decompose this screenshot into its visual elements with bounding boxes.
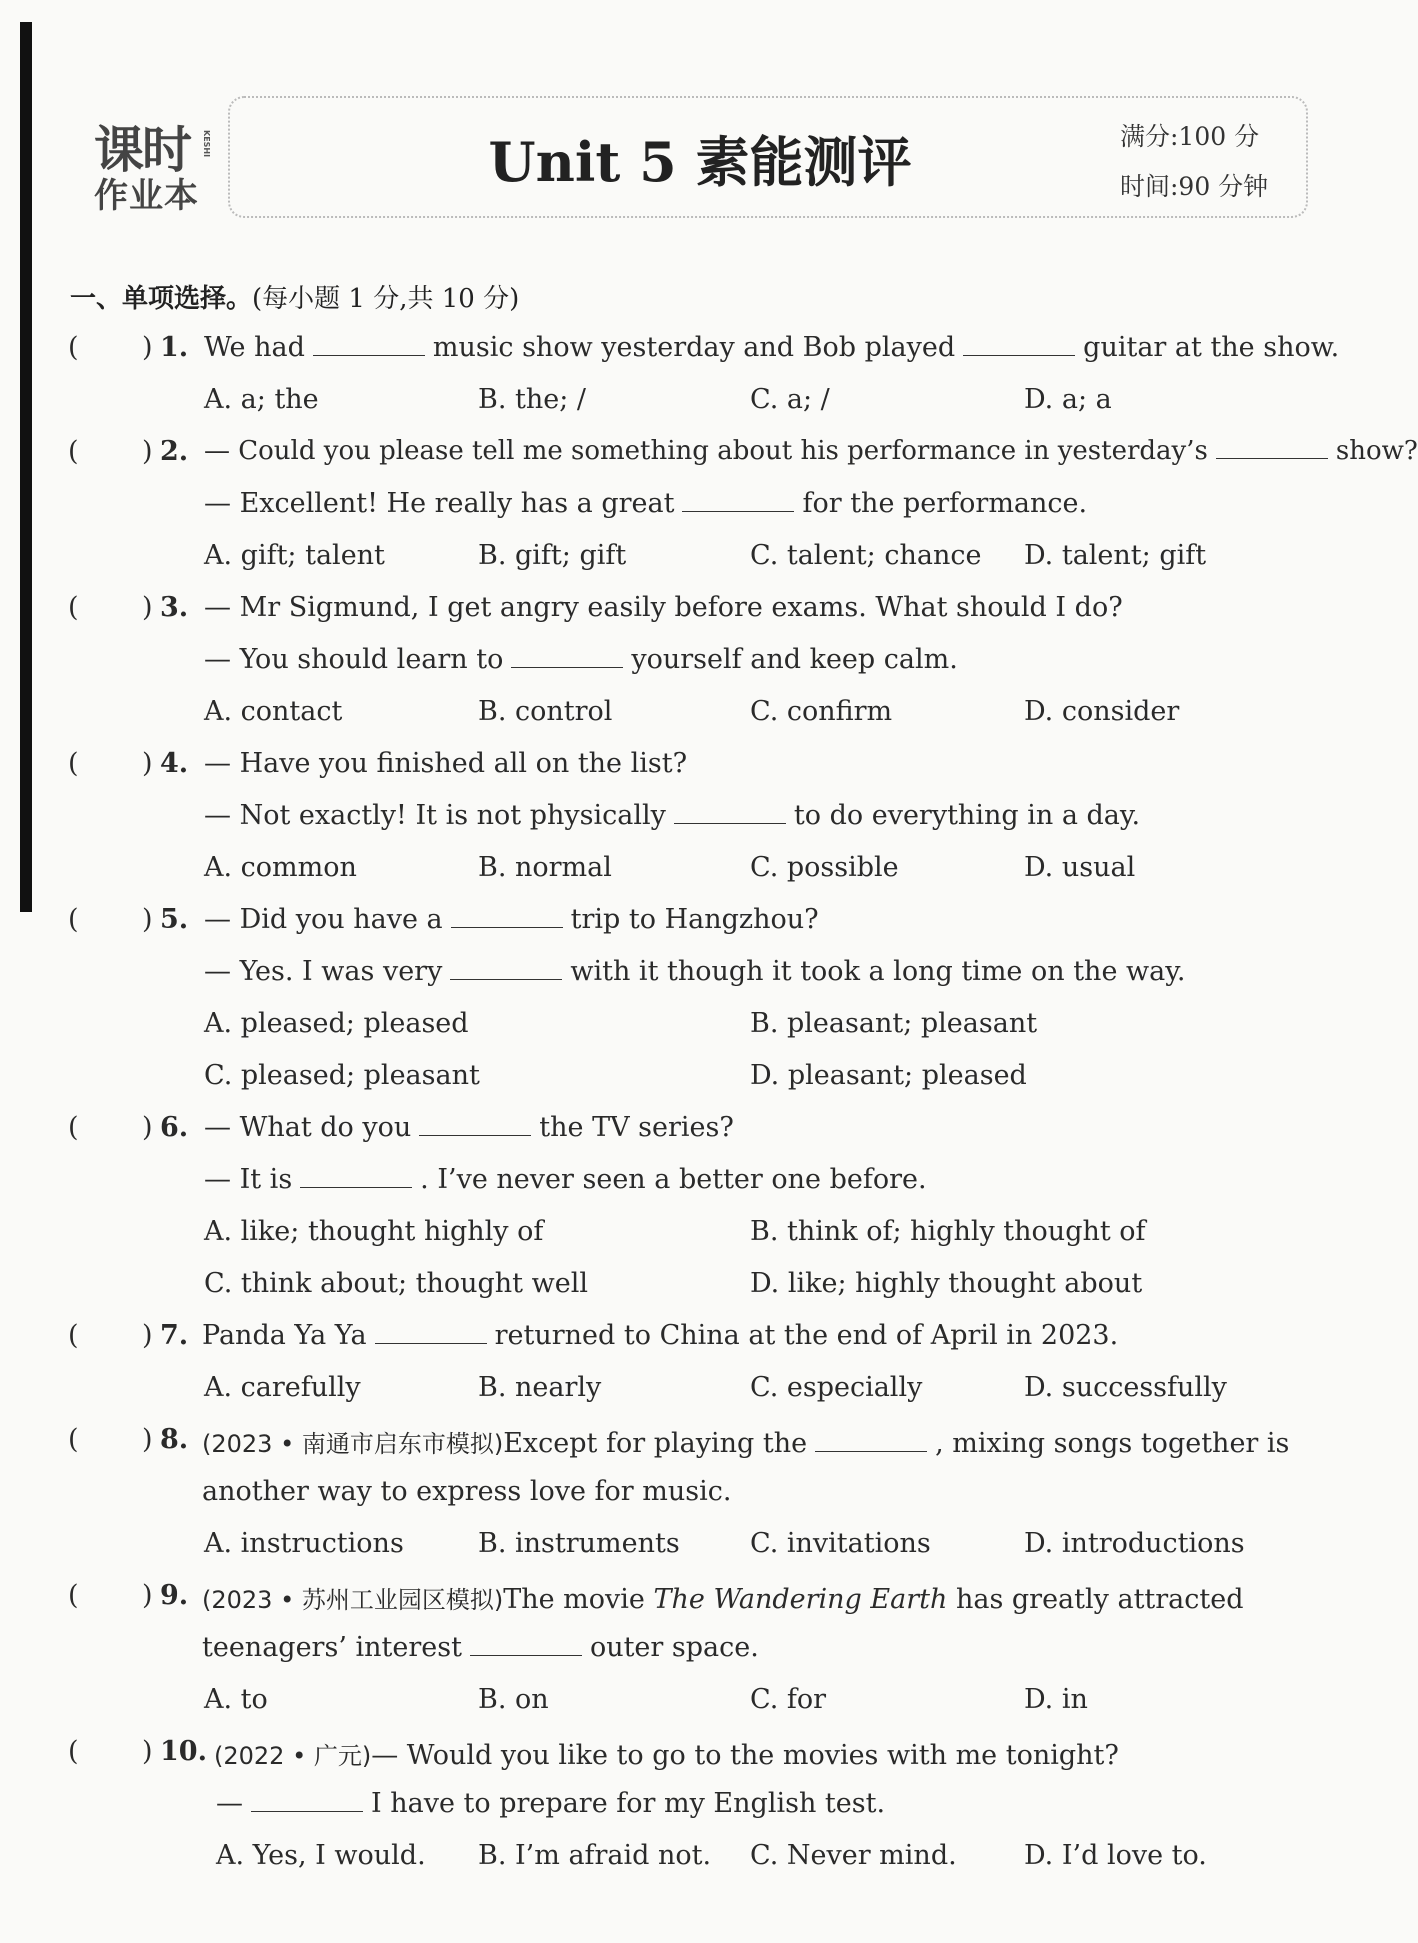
option-a: A. carefully bbox=[204, 1372, 361, 1403]
question-stem: — Have you finished all on the list? bbox=[204, 748, 688, 779]
option-d: D. consider bbox=[1024, 696, 1180, 727]
option-d: D. successfully bbox=[1024, 1372, 1227, 1403]
option-a: A. gift; talent bbox=[204, 540, 385, 571]
question-stem: — Did you have a trip to Hangzhou? bbox=[204, 904, 819, 935]
answer-paren-close: ) bbox=[142, 1424, 153, 1455]
question-4 bbox=[0, 738, 1350, 894]
option-b: B. instruments bbox=[478, 1528, 680, 1559]
answer-paren-open: ( bbox=[68, 748, 79, 779]
page-title: Unit 5 素能测评 bbox=[488, 130, 912, 194]
question-2 bbox=[0, 426, 1418, 582]
question-number: 2. bbox=[160, 436, 189, 467]
answer-paren-close: ) bbox=[142, 1736, 153, 1767]
answer-blank[interactable] bbox=[375, 1323, 487, 1344]
option-c: C. invitations bbox=[750, 1528, 931, 1559]
answer-paren-open: ( bbox=[68, 1736, 79, 1767]
question-number: 9. bbox=[160, 1580, 189, 1611]
question-number: 5. bbox=[160, 904, 189, 935]
option-b: B. control bbox=[478, 696, 613, 727]
header-box bbox=[228, 96, 1308, 218]
option-d: D. a; a bbox=[1024, 384, 1112, 415]
option-a: A. Yes, I would. bbox=[216, 1840, 426, 1871]
question-stem: (2023 • 南通市启东市模拟)Except for playing the , mixing songs together is bbox=[202, 1428, 1290, 1459]
option-c: C. think about; thought well bbox=[204, 1268, 588, 1299]
question-number: 7. bbox=[160, 1320, 189, 1351]
answer-paren-close: ) bbox=[142, 1580, 153, 1611]
option-a: A. to bbox=[204, 1684, 268, 1715]
option-c: C. confirm bbox=[750, 696, 893, 727]
question-stem: (2022 • 广元)— Would you like to go to the movies with me tonight? bbox=[214, 1740, 1119, 1771]
option-d: D. talent; gift bbox=[1024, 540, 1207, 571]
option-c: C. a; / bbox=[750, 384, 830, 415]
answer-blank[interactable] bbox=[251, 1791, 363, 1812]
question-stem: (2023 • 苏州工业园区模拟)The movie The Wandering Earth has greatly attracted bbox=[202, 1584, 1244, 1615]
option-c: C. talent; chance bbox=[750, 540, 982, 571]
answer-blank[interactable] bbox=[313, 335, 425, 356]
answer-paren-close: ) bbox=[142, 1112, 153, 1143]
option-c: C. Never mind. bbox=[750, 1840, 957, 1871]
answer-blank[interactable] bbox=[470, 1635, 582, 1656]
answer-blank[interactable] bbox=[682, 491, 794, 512]
question-source: (2023 • 苏州工业园区模拟) bbox=[202, 1586, 504, 1614]
logo-sub: KESHI bbox=[202, 130, 211, 158]
answer-blank[interactable] bbox=[674, 803, 786, 824]
option-a: A. common bbox=[204, 852, 357, 883]
section-heading: 一、单项选择。 bbox=[70, 284, 253, 314]
section-title bbox=[70, 278, 519, 315]
question-number: 4. bbox=[160, 748, 189, 779]
question-1 bbox=[0, 322, 1350, 426]
question-stem: — What do you the TV series? bbox=[204, 1112, 734, 1143]
option-b: B. gift; gift bbox=[478, 540, 627, 571]
answer-blank[interactable] bbox=[815, 1431, 927, 1452]
option-a: A. a; the bbox=[204, 384, 319, 415]
question-number: 10. bbox=[160, 1736, 207, 1767]
question-stem-reply: — Excellent! He really has a great for the performance. bbox=[204, 488, 1088, 519]
option-d: D. usual bbox=[1024, 852, 1136, 883]
option-d: D. in bbox=[1024, 1684, 1088, 1715]
option-c: C. for bbox=[750, 1684, 827, 1715]
question-10 bbox=[0, 1726, 1350, 1882]
option-d: D. I’d love to. bbox=[1024, 1840, 1207, 1871]
option-c: C. pleased; pleasant bbox=[204, 1060, 480, 1091]
answer-blank[interactable] bbox=[451, 907, 563, 928]
movie-title: The Wandering Earth bbox=[653, 1584, 948, 1615]
option-c: C. especially bbox=[750, 1372, 923, 1403]
question-stem-reply: — Not exactly! It is not physically to do everything in a day. bbox=[204, 800, 1141, 831]
section-note: (每小题 1 分,共 10 分) bbox=[252, 284, 520, 314]
option-a: A. like; thought highly of bbox=[204, 1216, 544, 1247]
answer-paren-close: ) bbox=[142, 1320, 153, 1351]
question-stem: — Mr Sigmund, I get angry easily before exams. What should I do? bbox=[204, 592, 1123, 623]
question-stem: — Could you please tell me something about his performance in yesterday’s show? bbox=[204, 436, 1418, 466]
answer-paren-close: ) bbox=[142, 332, 153, 363]
question-5 bbox=[0, 894, 1350, 1102]
option-b: B. normal bbox=[478, 852, 612, 883]
question-7 bbox=[0, 1310, 1350, 1414]
question-stem-reply: — You should learn to yourself and keep calm. bbox=[204, 644, 958, 675]
question-3 bbox=[0, 582, 1350, 738]
answer-blank[interactable] bbox=[450, 959, 562, 980]
question-stem-continued: another way to express love for music. bbox=[202, 1476, 732, 1507]
answer-blank[interactable] bbox=[419, 1115, 531, 1136]
question-stem: We had music show yesterday and Bob played guitar at the show. bbox=[204, 332, 1340, 363]
question-stem-reply: — I have to prepare for my English test. bbox=[216, 1788, 886, 1819]
time-limit: 时间:90 分钟 bbox=[1120, 172, 1269, 201]
answer-paren-close: ) bbox=[142, 592, 153, 623]
answer-paren-open: ( bbox=[68, 1320, 79, 1351]
option-b: B. I’m afraid not. bbox=[478, 1840, 712, 1871]
option-b: B. on bbox=[478, 1684, 549, 1715]
option-d: D. like; highly thought about bbox=[750, 1268, 1143, 1299]
answer-paren-close: ) bbox=[142, 436, 153, 467]
full-score: 满分:100 分 bbox=[1120, 122, 1260, 151]
answer-paren-open: ( bbox=[68, 592, 79, 623]
question-6 bbox=[0, 1102, 1350, 1310]
answer-blank[interactable] bbox=[300, 1167, 412, 1188]
answer-paren-open: ( bbox=[68, 332, 79, 363]
option-a: A. pleased; pleased bbox=[204, 1008, 469, 1039]
answer-blank[interactable] bbox=[511, 647, 623, 668]
option-a: A. contact bbox=[204, 696, 343, 727]
answer-blank[interactable] bbox=[1216, 438, 1328, 459]
question-stem: Panda Ya Ya returned to China at the end of April in 2023. bbox=[202, 1320, 1119, 1351]
question-stem-reply: — Yes. I was very with it though it took a long time on the way. bbox=[204, 956, 1186, 987]
option-d: D. pleasant; pleased bbox=[750, 1060, 1027, 1091]
option-d: D. introductions bbox=[1024, 1528, 1245, 1559]
option-b: B. the; / bbox=[478, 384, 586, 415]
answer-paren-open: ( bbox=[68, 1424, 79, 1455]
question-source: (2022 • 广元) bbox=[214, 1742, 372, 1770]
answer-paren-close: ) bbox=[142, 904, 153, 935]
logo-line1: 课时 bbox=[94, 121, 190, 179]
answer-paren-open: ( bbox=[68, 1112, 79, 1143]
question-8 bbox=[0, 1414, 1350, 1570]
question-stem-continued: teenagers’ interest outer space. bbox=[202, 1632, 759, 1663]
answer-blank[interactable] bbox=[963, 335, 1075, 356]
logo bbox=[72, 110, 222, 220]
exam-meta bbox=[1120, 112, 1268, 212]
question-number: 3. bbox=[160, 592, 189, 623]
option-c: C. possible bbox=[750, 852, 899, 883]
option-b: B. pleasant; pleasant bbox=[750, 1008, 1038, 1039]
question-number: 1. bbox=[160, 332, 189, 363]
option-a: A. instructions bbox=[204, 1528, 404, 1559]
question-9 bbox=[0, 1570, 1350, 1726]
option-b: B. nearly bbox=[478, 1372, 602, 1403]
option-b: B. think of; highly thought of bbox=[750, 1216, 1146, 1247]
question-source: (2023 • 南通市启东市模拟) bbox=[202, 1430, 504, 1458]
question-number: 6. bbox=[160, 1112, 189, 1143]
answer-paren-open: ( bbox=[68, 1580, 79, 1611]
question-number: 8. bbox=[160, 1424, 189, 1455]
answer-paren-open: ( bbox=[68, 436, 79, 467]
logo-line2: 作业本 bbox=[94, 176, 199, 216]
question-stem-reply: — It is . I’ve never seen a better one before. bbox=[204, 1164, 927, 1195]
answer-paren-close: ) bbox=[142, 748, 153, 779]
answer-paren-open: ( bbox=[68, 904, 79, 935]
